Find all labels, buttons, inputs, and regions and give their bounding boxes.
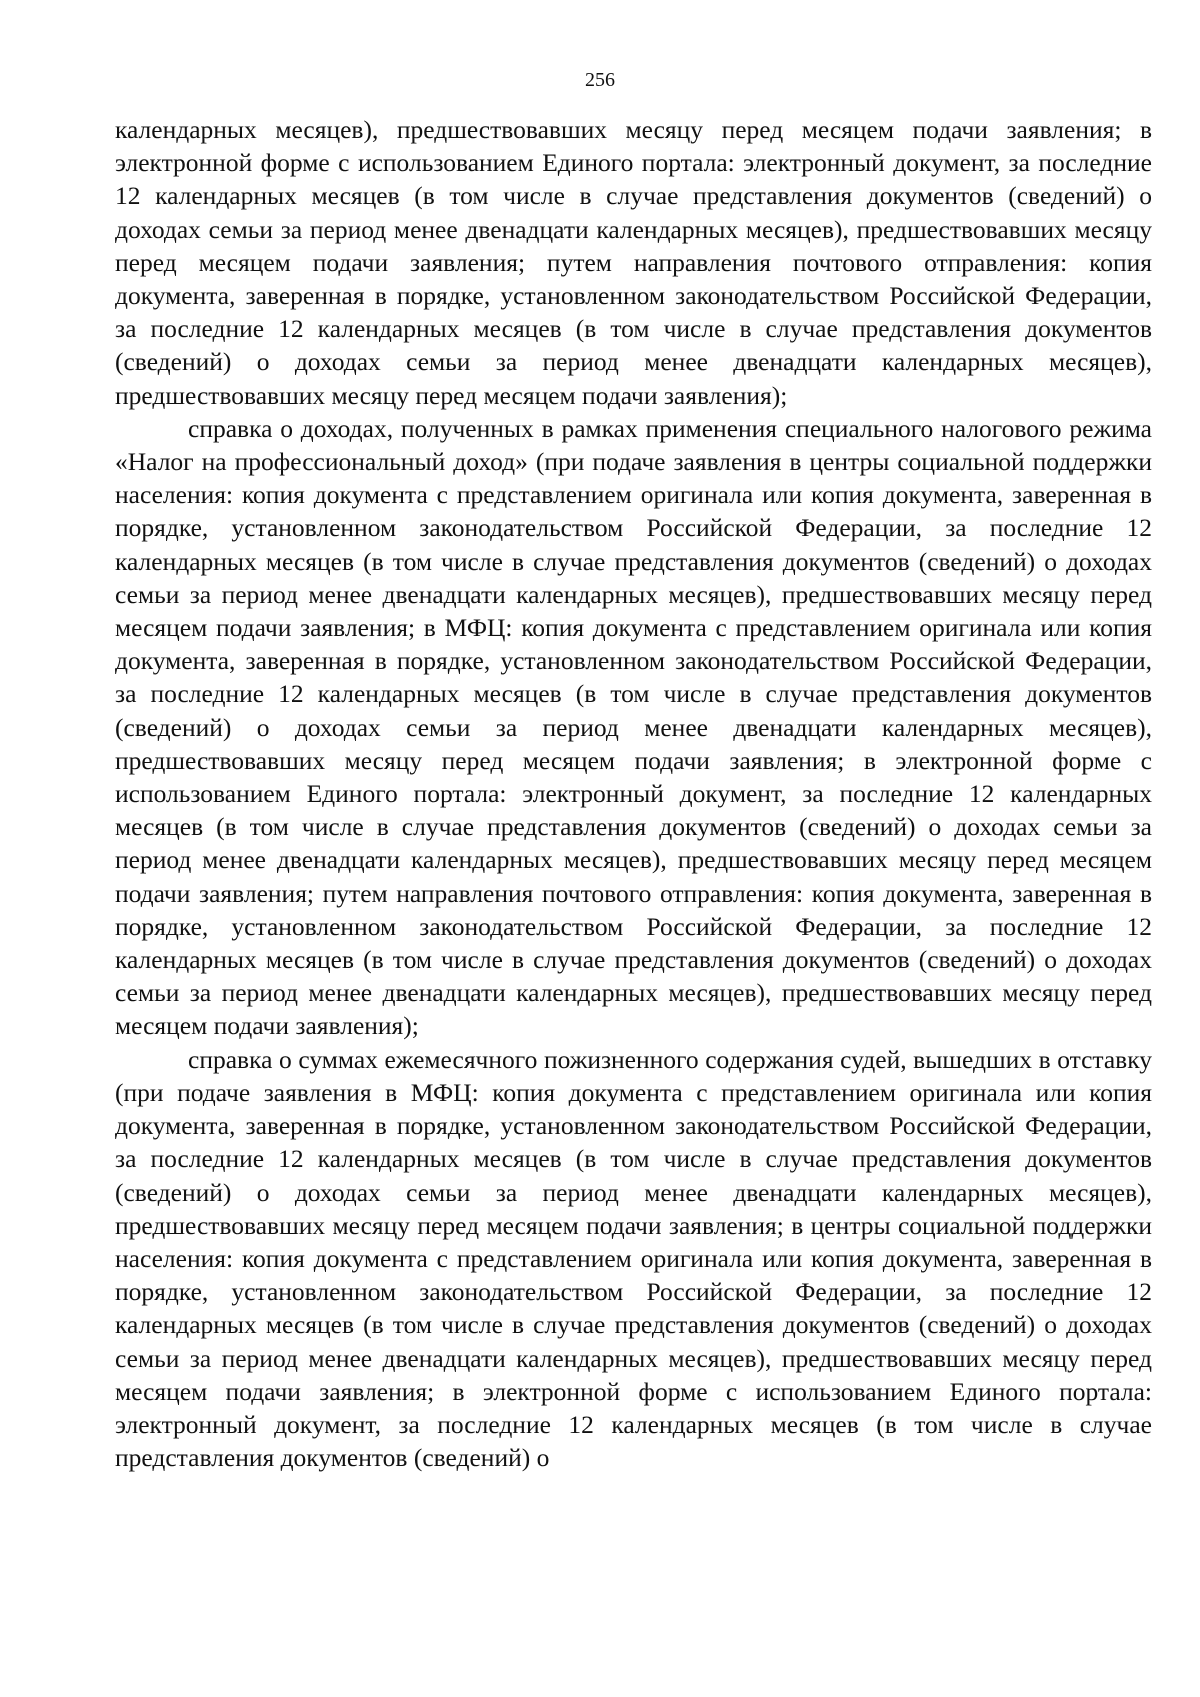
paragraph-continuation: календарных месяцев), предшествовавших месяцу перед месяцем подачи заявления; в электронной форме с использованием Единого портала: электронный документ, за последние 12 календарных месяцев (в том числе в случае представления документов (сведений) о доходах семьи за период менее двенадцати календарных месяцев), предшествовавших месяцу перед месяцем подачи заявления; путем направления почтового отправления: копия документа, заверенная в порядке, установленном законодательством Российской Федерации, за последние 12 календарных месяцев (в том числе в случае представления документов (сведений) о доходах семьи за период менее двенадцати календарных месяцев), предшествовавших месяцу перед месяцем подачи заявления); bbox=[115, 115, 1152, 410]
paragraph-judges-allowance-certificate: справка о суммах ежемесячного пожизненного содержания судей, вышедших в отставку (при подаче заявления в МФЦ: копия документа с представлением оригинала или копия документа, заверенная в порядке, установленном законодательством Российской Федерации, за последние 12 календарных месяцев (в том числе в случае представления документов (сведений) о доходах семьи за период менее двенадцати календарных месяцев), предшествовавших месяцу перед месяцем подачи заявления; в центры социальной поддержки населения: копия документа с представлением оригинала или копия документа, заверенная в порядке, установленном законодательством Российской Федерации, за последние 12 календарных месяцев (в том числе в случае представления документов (сведений) о доходах семьи за период менее двенадцати календарных месяцев), предшествовавших месяцу перед месяцем подачи заявления; в электронной форме с использованием Единого портала: электронный документ, за последние 12 календарных месяцев (в том числе в случае представления документов (сведений) о bbox=[115, 1044, 1152, 1473]
page-number: 256 bbox=[585, 69, 615, 91]
paragraph-professional-income-certificate: справка о доходах, полученных в рамках применения специального налогового режима «Налог на профессиональный доход» (при подаче заявления в центры социальной поддержки населения: копия документа с представлением оригинала или копия документа, заверенная в порядке, установленном законодательством Российской Федерации, за последние 12 календарных месяцев (в том числе в случае представления документов (сведений) о доходах семьи за период менее двенадцати календарных месяцев), предшествовавших месяцу перед месяцем подачи заявления; в МФЦ: копия документа с представлением оригинала или копия документа, заверенная в порядке, установленном законодательством Российской Федерации, за последние 12 календарных месяцев (в том числе в случае представления документов (сведений) о доходах семьи за период менее двенадцати календарных месяцев), предшествовавших месяцу перед месяцем подачи заявления; в электронной форме с использованием Единого портала: электронный документ, за последние 12 календарных месяцев (в том числе в случае представления документов (сведений) о доходах семьи за период менее двенадцати календарных месяцев), предшествовавших месяцу перед месяцем подачи заявления; путем направления почтового отправления: копия документа, заверенная в порядке, установленном законодательством Российской Федерации, за последние 12 календарных месяцев (в том числе в случае представления документов (сведений) о доходах семьи за период менее двенадцати календарных месяцев), предшествовавших месяцу перед месяцем подачи заявления); bbox=[115, 413, 1152, 1041]
document-body bbox=[115, 113, 1152, 1474]
